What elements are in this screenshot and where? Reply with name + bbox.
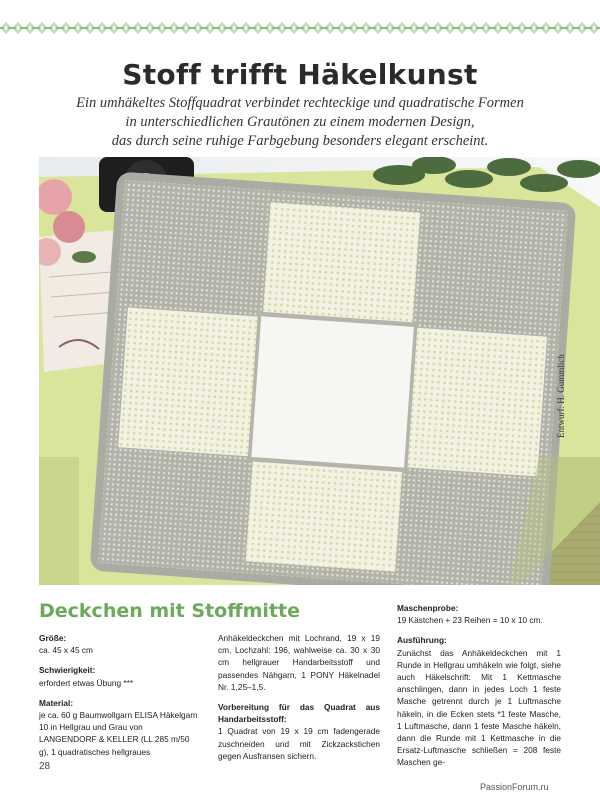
page-subtitle: [0, 94, 600, 151]
top-decorative-border: [0, 22, 600, 34]
article-heading: Deckchen mit Stoffmitte: [39, 600, 300, 622]
gauge-label: Maschenprobe:: [397, 603, 459, 613]
gauge-value: 19 Kästchen + 23 Reihen = 10 x 10 cm.: [397, 615, 543, 626]
material-text: je ca. 60 g Baumwollgarn ELISA Häkelgarn 10 in Hellgrau und Grau von LANGENDORF & KELLER (LL 285 m/50 g), 1 quadratisches hellgraues: [39, 710, 198, 757]
page-title: Stoff trifft Häkelkunst: [122, 58, 478, 91]
material-label: Material:: [39, 697, 74, 708]
site-watermark: PassionForum.ru: [480, 782, 549, 792]
difficulty-label: Schwierigkeit:: [39, 665, 96, 676]
doily-photo: [39, 157, 600, 585]
subtitle-line-1: Ein umhäkeltes Stoffquadrat verbindet rechteckige und quadratische Formen: [76, 95, 524, 111]
column-3: [397, 602, 561, 777]
column-2: [218, 632, 380, 770]
preparation-block: [218, 701, 380, 762]
size-label: Größe:: [39, 633, 67, 643]
size-block: [39, 632, 199, 656]
material-block: [39, 697, 199, 758]
gauge-block: [397, 602, 561, 626]
page-number: 28: [39, 761, 51, 772]
preparation-label: Vorbereitung für das Quadrat aus Handarbeitsstoff:: [218, 702, 380, 725]
crochet-doily: [90, 171, 577, 585]
instructions-block: [397, 634, 561, 768]
preparation-text: 1 Quadrat von 19 x 19 cm fadengerade zuschneiden und mit Zickzackstichen gegen Ausfransen sichern.: [218, 726, 380, 761]
photo-credit: Entwurf: H. Gummlich: [556, 354, 566, 438]
material-continued: Anhäkeldeckchen mit Lochrand, 19 x 19 cm, Lochzahl: 196, wahlweise ca. 30 x 30 cm hellgrauer Handarbeitsstoff und passendes Nähgarn, 1 PONY Häkelnadel Nr. 1,25–1,5.: [218, 633, 380, 692]
subtitle-line-2: in unterschiedlichen Grautönen zu einem modernen Design,: [125, 114, 475, 130]
instructions-label: Ausführung:: [397, 635, 447, 646]
instructions-text: Zunächst das Anhäkeldeckchen mit 1 Runde in Hellgrau umhäkeln wie folgt, siehe auch Häkelschrift: Mit 1 Kettmasche anschlingen, dann in jedes Loch 1 feste Masche getrennt durch je 1 Luftmasche häkeln, in die Ecken stets *1 feste Masche, 1 Luftmasche, dann 1 feste Masche häkeln, dann die Runde mit 1 Kettmasche in die Ersatz-Luftmasche schließen = 208 feste Maschen ge-: [397, 647, 561, 768]
subtitle-line-3: das durch seine ruhige Farbgebung besonders elegant erscheint.: [111, 133, 489, 149]
size-value: ca. 45 x 45 cm: [39, 645, 93, 656]
column-1: [39, 632, 199, 766]
difficulty-value: erfordert etwas Übung ***: [39, 677, 134, 688]
difficulty-block: [39, 664, 199, 688]
